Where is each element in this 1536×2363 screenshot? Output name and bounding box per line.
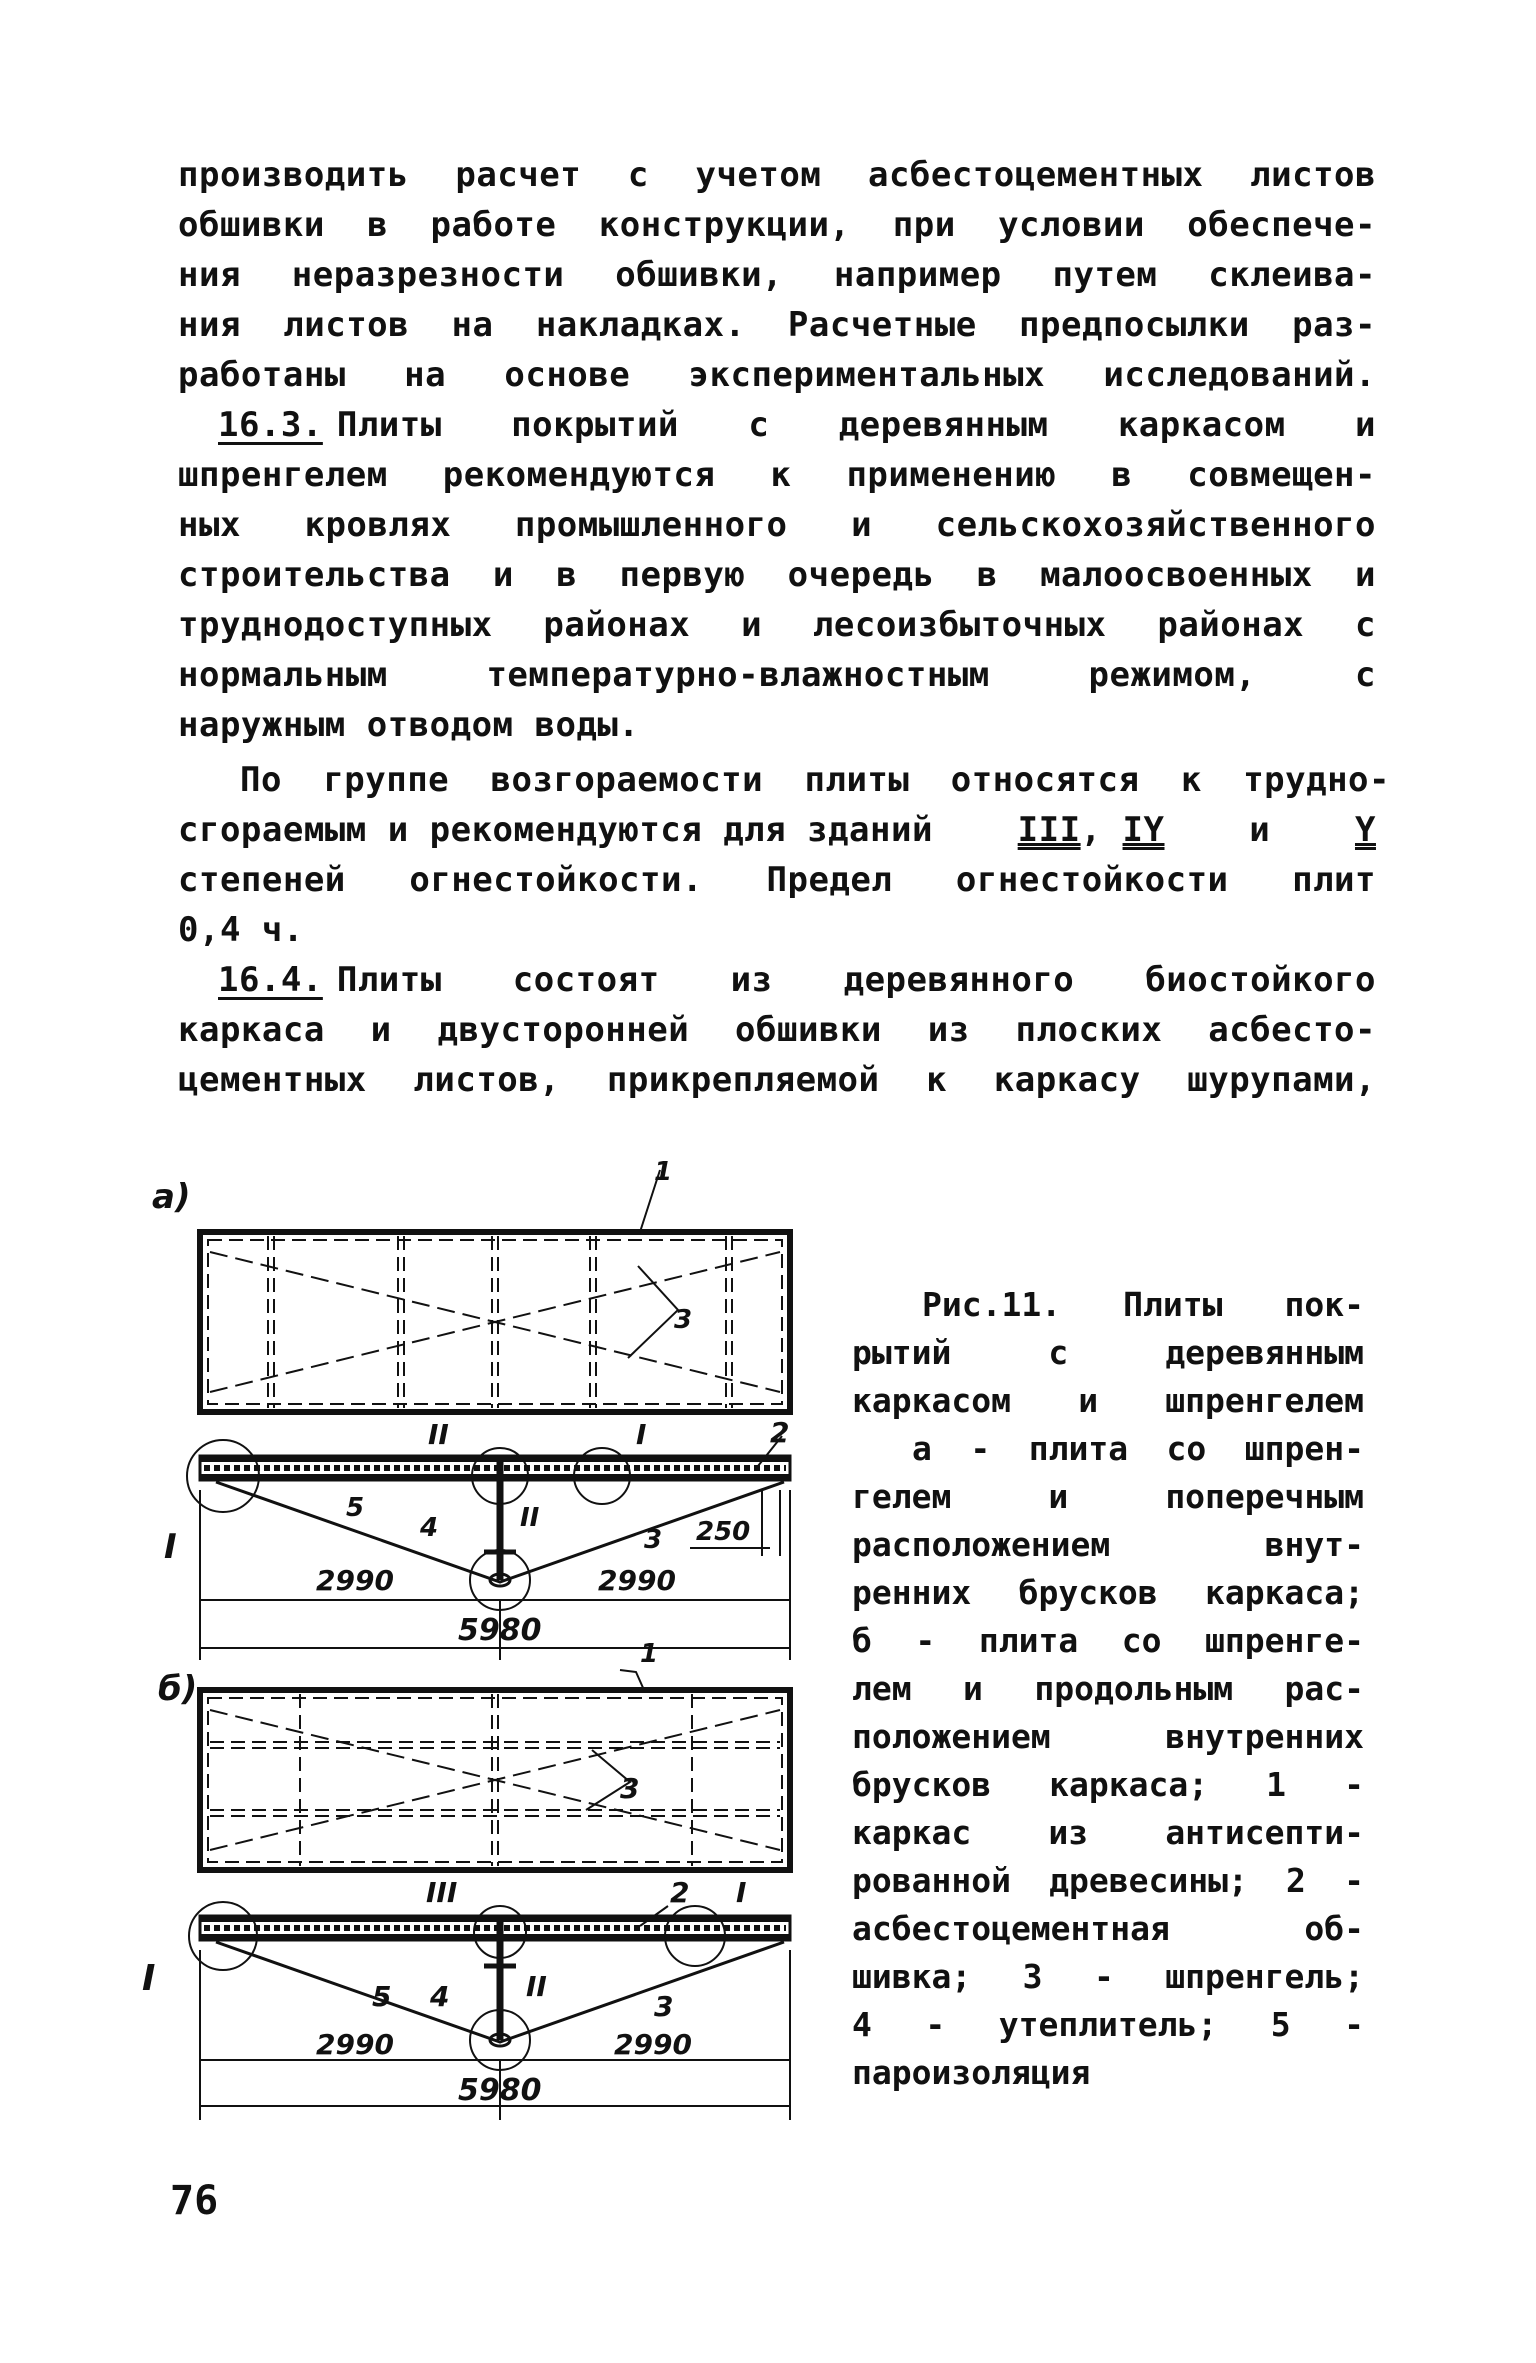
caption-line: лем и продольным рас- bbox=[852, 1669, 1364, 1708]
caption-line: каркасом и шпренгелем bbox=[852, 1381, 1364, 1420]
page-number: 76 bbox=[170, 2178, 219, 2224]
dim-b-5980: 5980 bbox=[458, 2073, 542, 2108]
caption-line: расположением внут- bbox=[852, 1525, 1364, 1564]
text-line: ных кровлях промышленного и сельскохозяйственного bbox=[178, 505, 1376, 545]
callout-a-II: II bbox=[428, 1418, 449, 1451]
text-line: наружным отводом воды. bbox=[178, 705, 640, 745]
caption-line: асбестоцементная об- bbox=[852, 1909, 1364, 1948]
callout-b-1: 1 bbox=[640, 1639, 659, 1669]
callout-b-II: II bbox=[526, 1970, 547, 2003]
figure-11-drawing bbox=[130, 1160, 830, 2160]
caption-line: б - плита со шпренге- bbox=[852, 1621, 1364, 1660]
caption-line: гелем и поперечным bbox=[852, 1477, 1364, 1516]
callout-a-I-left: I bbox=[164, 1527, 177, 1567]
text-line: степеней огнестойкости. Предел огнестойкости плит bbox=[178, 860, 1376, 900]
callout-b-III: III bbox=[426, 1876, 458, 1909]
text-line: ния неразрезности обшивки, например путем склеива- bbox=[178, 255, 1376, 295]
section-16-4-heading bbox=[218, 960, 1376, 1000]
callout-a-1: 1 bbox=[654, 1160, 673, 1187]
figure-caption bbox=[852, 1285, 1364, 2185]
text-line: труднодоступных районах и лесоизбыточных районах с bbox=[178, 605, 1376, 645]
section-number: 16.3. bbox=[218, 405, 323, 445]
dim-b-2990-right: 2990 bbox=[614, 2028, 692, 2061]
dim-a-5980: 5980 bbox=[458, 1613, 542, 1648]
figure-label-b: б) bbox=[158, 1669, 198, 1709]
callout-b-5: 5 bbox=[372, 1980, 392, 2013]
text-segment: сгораемым и рекомендуются для зданий bbox=[178, 810, 933, 850]
caption-line: каркас из антисепти- bbox=[852, 1813, 1364, 1852]
caption-line: шивка; 3 - шпренгель; bbox=[852, 1957, 1364, 1996]
dim-b-2990-left: 2990 bbox=[316, 2028, 394, 2061]
roman-numeral: III bbox=[1017, 810, 1081, 850]
callout-a-4: 4 bbox=[420, 1513, 439, 1543]
callout-a-I: I bbox=[636, 1418, 647, 1451]
caption-line: 4 - утеплитель; 5 - bbox=[852, 2005, 1364, 2044]
callout-b-I: I bbox=[736, 1876, 747, 1909]
section-number: 16.4. bbox=[218, 960, 323, 1000]
text-line: работаны на основе экспериментальных исследований. bbox=[178, 355, 1376, 395]
text-line: шпренгелем рекомендуются к применению в совмещен- bbox=[178, 455, 1376, 495]
text-line: Плиты состоят из деревянного биостойкого bbox=[336, 960, 1376, 1000]
text-line: цементных листов, прикрепляемой к каркасу шурупами, bbox=[178, 1060, 1376, 1100]
callout-a-2: 2 bbox=[770, 1416, 790, 1449]
callout-b-4: 4 bbox=[430, 1980, 450, 2013]
text-line: ния листов на накладках. Расчетные предпосылки раз- bbox=[178, 305, 1376, 345]
plate-b-section bbox=[142, 1876, 790, 2120]
callout-b-3: 3 bbox=[620, 1772, 640, 1805]
fire-line-2: сгораемым и рекомендуются для зданий III, IY и Y bbox=[178, 810, 1376, 850]
text-line: каркаса и двусторонней обшивки из плоских асбесто- bbox=[178, 1010, 1376, 1050]
dim-250: 250 bbox=[696, 1517, 751, 1547]
dim-a-2990-left: 2990 bbox=[316, 1564, 394, 1597]
text-line: строительства и в первую очередь в малоосвоенных и bbox=[178, 555, 1376, 595]
caption-line: положением внутренних bbox=[852, 1717, 1364, 1756]
text-line: 0,4 ч. bbox=[178, 910, 304, 950]
plate-a-section bbox=[164, 1416, 790, 1660]
text-line: нормальным температурно-влажностным режимом, с bbox=[178, 655, 1376, 695]
section-16-3-heading bbox=[218, 405, 1376, 445]
callout-a-3-lower: 3 bbox=[644, 1525, 663, 1555]
caption-line: а - плита со шпрен- bbox=[912, 1429, 1364, 1468]
caption-line: брусков каркаса; 1 - bbox=[852, 1765, 1364, 1804]
caption-line: рованной древесины; 2 - bbox=[852, 1861, 1364, 1900]
caption-line: рытий с деревянным bbox=[852, 1333, 1364, 1372]
callout-b-3-lower: 3 bbox=[654, 1990, 674, 2023]
roman-numeral: Y bbox=[1354, 810, 1376, 850]
text-line: обшивки в работе конструкции, при условии обеспече- bbox=[178, 205, 1376, 245]
roman-numeral: IY bbox=[1122, 810, 1165, 850]
dim-a-2990-right: 2990 bbox=[598, 1564, 676, 1597]
text-segment: и bbox=[1249, 810, 1271, 850]
callout-a-II-lower: II bbox=[520, 1503, 540, 1533]
plate-b-plan bbox=[200, 1639, 790, 1870]
text-line: производить расчет с учетом асбестоцементных листов bbox=[178, 155, 1376, 195]
plate-a-plan bbox=[200, 1160, 790, 1412]
caption-line: ренних брусков каркаса; bbox=[852, 1573, 1364, 1612]
callout-a-5: 5 bbox=[346, 1493, 365, 1523]
text-line: По группе возгораемости плиты относятся к трудно- bbox=[240, 760, 1390, 800]
figure-label-a: а) bbox=[152, 1177, 191, 1217]
text-line: Плиты покрытий с деревянным каркасом и bbox=[336, 405, 1376, 445]
callout-b-2: 2 bbox=[670, 1876, 690, 1909]
caption-line: Рис.11. Плиты пок- bbox=[922, 1285, 1364, 1324]
callout-b-I-left: I bbox=[142, 1958, 156, 1999]
callout-a-3: 3 bbox=[674, 1305, 693, 1335]
caption-line: пароизоляция bbox=[852, 2053, 1091, 2092]
